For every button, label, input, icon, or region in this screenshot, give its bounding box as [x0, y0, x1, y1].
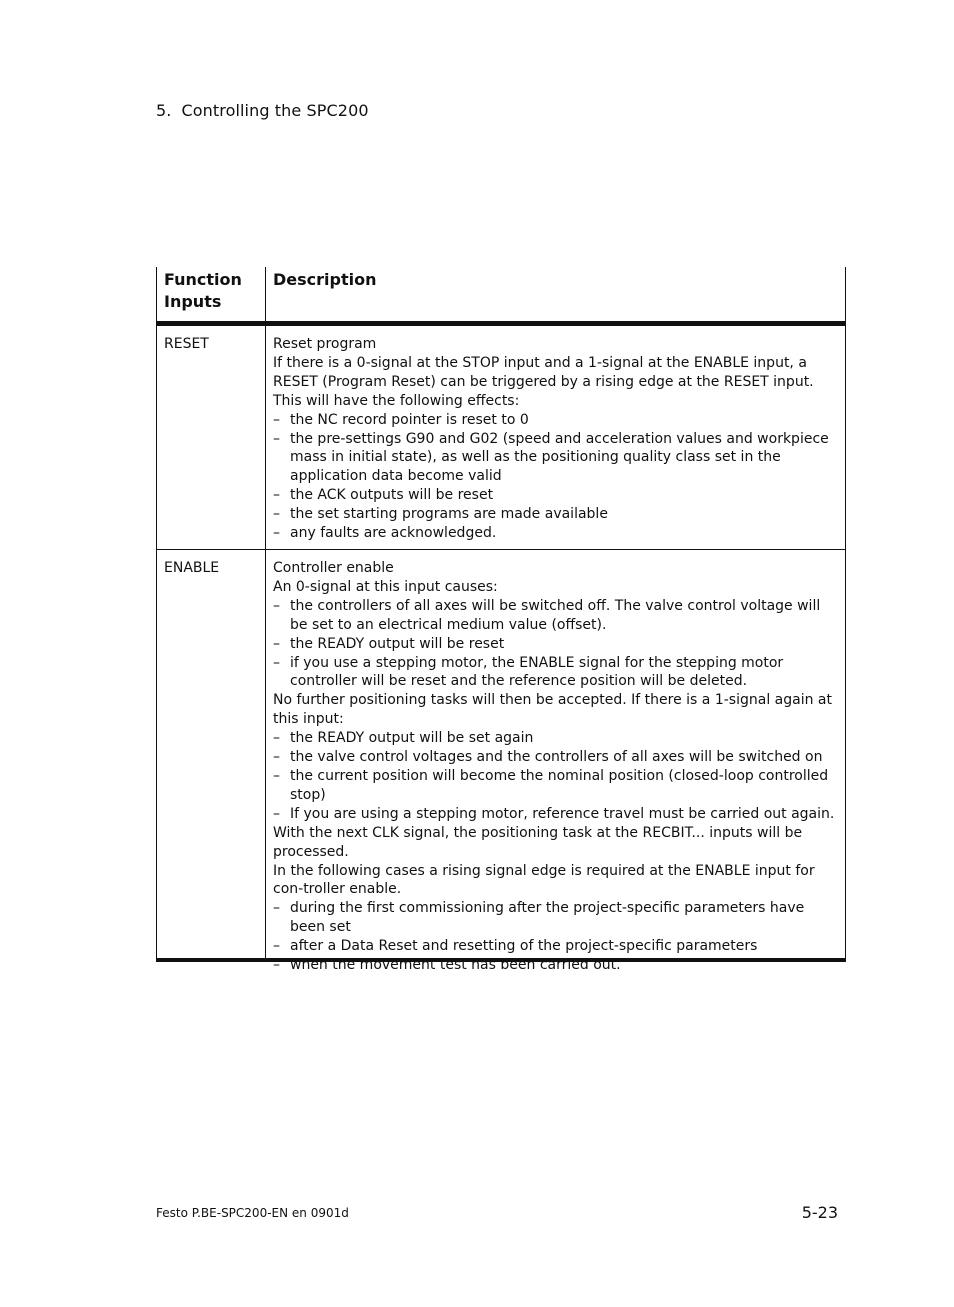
header-description: Description	[273, 270, 377, 289]
description-line: Controller enable	[273, 560, 394, 576]
description-bullet: – the valve control voltages and the controllers of all axes will be switched on	[273, 748, 838, 767]
table-header-row	[157, 267, 845, 326]
description-bullet: – if you use a stepping motor, the ENABLE signal for the stepping motor controller will be reset and the reference position will be deleted.	[273, 654, 838, 692]
description-line: With the next CLK signal, the positioning task at the RECBIT... inputs will be processed.	[273, 824, 803, 860]
description-bullet: – during the first commissioning after the project-specific parameters have been set	[273, 899, 838, 937]
function-description	[266, 550, 845, 974]
page-number: 5-23	[801, 1203, 838, 1222]
section-title: Controlling the SPC200	[181, 101, 369, 120]
description-bullet: – after a Data Reset and resetting of the project-specific parameters	[273, 937, 838, 956]
section-heading	[156, 101, 369, 120]
description-bullet: – the ACK outputs will be reset	[273, 486, 838, 505]
description-line: If there is a 0-signal at the STOP input and a 1-signal at the ENABLE input, a RESET (Program Reset) can be triggered by a rising edge at the RESET input. This will have the following effects:	[273, 354, 814, 409]
table-row	[157, 550, 845, 974]
description-bullet: – the READY output will be reset	[273, 635, 838, 654]
description-bullet: – the pre-settings G90 and G02 (speed and acceleration values and workpiece mass in initial state), as well as the positioning quality class set in the application data become valid	[273, 430, 838, 487]
footer-document-id: Festo P.BE-SPC200-EN en 0901d	[156, 1206, 349, 1220]
description-line: An 0-signal at this input causes:	[273, 578, 498, 595]
description-line: In the following cases a rising signal edge is required at the ENABLE input for con-troller enable.	[273, 862, 815, 898]
description-line: Reset program	[273, 336, 377, 352]
description-bullet: – any faults are acknowledged.	[273, 524, 838, 543]
description-bullet: – the current position will become the nominal position (closed-loop controlled stop)	[273, 767, 838, 805]
description-bullet: – the READY output will be set again	[273, 729, 838, 748]
description-bullet: – the NC record pointer is reset to 0	[273, 411, 838, 430]
function-name: RESET	[157, 326, 266, 549]
description-bullet: – the controllers of all axes will be switched off. The valve control voltage will be set to an electrical medium value (offset).	[273, 597, 838, 635]
description-line: No further positioning tasks will then be accepted. If there is a 1-signal again at this input:	[273, 692, 832, 728]
function-description	[266, 326, 845, 549]
table-row	[157, 326, 845, 550]
function-inputs-table	[156, 267, 846, 974]
description-bullet: – when the movement test has been carried out.	[273, 956, 838, 975]
function-name: ENABLE	[157, 550, 266, 958]
description-bullet: – If you are using a stepping motor, reference travel must be carried out again.	[273, 805, 838, 824]
description-bullet: – the set starting programs are made available	[273, 505, 838, 524]
header-function-inputs: Function Inputs	[157, 267, 266, 321]
section-number: 5.	[156, 101, 172, 120]
